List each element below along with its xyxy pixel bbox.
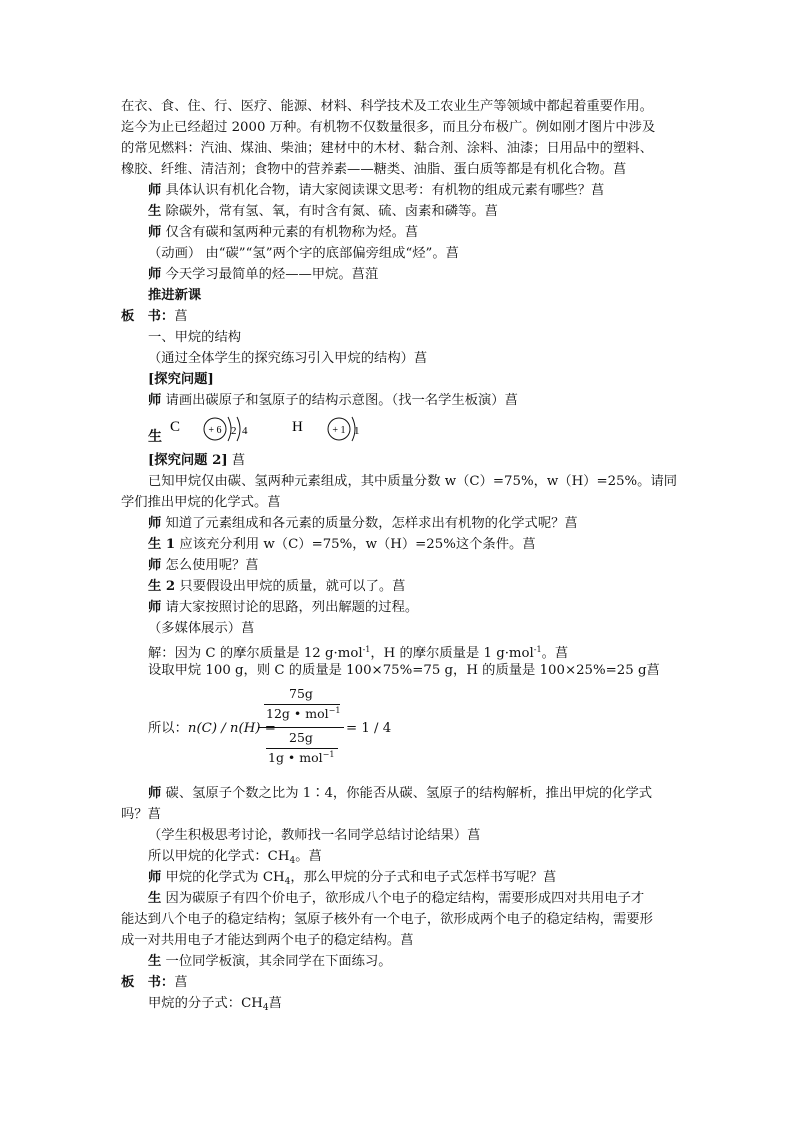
hydrogen-atom-diagram <box>288 413 378 443</box>
atom-symbol: C <box>170 419 181 435</box>
dialogue-text: 请大家按照讨论的思路，列出解题的过程。 <box>161 600 419 615</box>
blackboard-heading: 板 书：菖 <box>121 975 188 990</box>
electron-count: 2 <box>231 425 237 437</box>
dialogue-text: 今天学习最简单的烃——甲烷。菖菹 <box>161 267 379 282</box>
stage-note: （通过全体学生的探究练习引入甲烷的结构）菖 <box>148 351 428 366</box>
inquiry-label: [探究问题 2] 菖 <box>148 453 246 468</box>
dialogue-text: 仅含有碳和氢两种元素的有机物称为烃。菖 <box>161 225 419 240</box>
paragraph-line: 的常见燃料：汽油、煤油、柴油；建材中的木材、黏合剂、涂料、油漆；日用品中的塑料、 <box>121 141 653 156</box>
dialogue-text: 具体认识有机化合物，请大家阅读课文思考：有机物的组成元素有哪些？菖 <box>161 183 605 198</box>
speaker-label: 师 <box>148 267 162 282</box>
stage-note: （多媒体展示）菖 <box>148 621 255 636</box>
solution-line: 设取甲烷 100 g，则 C 的质量是 100×75%=75 g，H 的质量是 100×25%=25 g菖 <box>148 663 660 678</box>
nucleus-charge: + 6 <box>208 425 222 436</box>
formula-line: 所以甲烷的化学式：$CH_4$。菖 <box>148 849 322 866</box>
paragraph-line: 成一对共用电子才能达到两个电子的稳定结构。菖 <box>121 933 414 948</box>
dialogue-line <box>148 952 392 972</box>
dialogue-text: 一位同学板演，其余同学在下面练习。 <box>161 954 392 969</box>
carbon-atom-diagram <box>164 413 264 443</box>
speaker-label: 师 <box>148 516 162 531</box>
speaker-label: 师 <box>148 870 162 885</box>
numerator-top: 75g <box>289 686 313 701</box>
speaker-label: 生 2 <box>148 579 176 594</box>
speaker-label: 师 <box>148 393 162 408</box>
electron-count: 4 <box>242 425 248 437</box>
section-heading: 推进新课 <box>148 288 202 303</box>
denominator-top: 25g <box>289 730 313 745</box>
speaker-label: 师 <box>148 183 162 198</box>
dialogue-line <box>148 202 498 222</box>
dialogue-text: 应该充分利用 w（C）=75%，w（H）=25%这个条件。菖 <box>175 537 536 552</box>
stage-note: （学生积极思考讨论，教师找一名同学总结讨论结果）菖 <box>148 828 481 843</box>
dialogue-text: 碳、氢原子个数之比为 1∶4，你能否从碳、氢原子的结构解析，推出甲烷的化学式 <box>161 786 653 801</box>
speaker-label: 生 <box>148 429 162 445</box>
dialogue-text: 只要假设出甲烷的质量，就可以了。菖 <box>175 579 406 594</box>
dialogue-line: 师 甲烷的化学式为 $CH_4$，那么甲烷的分子式和电子式怎样书写呢？菖 <box>148 870 557 887</box>
paragraph-line: 学们推出甲烷的化学式。菖 <box>121 495 281 510</box>
electron-count: 1 <box>354 425 360 437</box>
dialogue-line <box>148 391 518 411</box>
subheading: 一、甲烷的结构 <box>148 330 242 345</box>
formula-line: 甲烷的分子式：$CH_4$菖 <box>148 996 282 1013</box>
formula-prefix: 所以：n(C) / n(H) = <box>148 721 276 736</box>
speaker-label: 师 <box>148 558 162 573</box>
dialogue-text: 知道了元素组成和各元素的质量分数，怎样求出有机物的化学式呢？菖 <box>161 516 578 531</box>
fraction-bar-inner <box>264 704 340 705</box>
denominator-bottom: 1g • mol$^{-1}$ <box>268 750 335 765</box>
paragraph-line: 在衣、食、住、行、医疗、能源、材料、科学技术及工农业生产等领域中都起着重要作用。 <box>121 99 653 114</box>
dialogue-line <box>148 784 652 804</box>
dialogue-text: 因为碳原子有四个价电子，欲形成八个电子的稳定结构，需要形成四对共用电子才 <box>161 891 645 906</box>
speaker-label: 师 <box>148 786 162 801</box>
dialogue-line <box>148 265 378 285</box>
dialogue-line <box>148 181 604 201</box>
numerator-bottom: 12g • mol$^{-1}$ <box>266 706 341 721</box>
fraction-bar-main <box>258 727 344 728</box>
speaker-label: 生 <box>148 891 162 906</box>
blackboard-heading: 板 书：菖 <box>121 309 188 324</box>
speaker-label: 师 <box>148 225 162 240</box>
speaker-label: 生 1 <box>148 537 176 552</box>
paragraph-line: 迄今为止已经超过 2000 万种。有机物不仅数量很多，而且分布极广。例如刚才图片中涉及 <box>121 120 656 135</box>
dialogue-text: 怎么使用呢？菖 <box>161 558 259 573</box>
solution-line: 解：因为 C 的摩尔质量是 12 g·mol$^{-1}$，H 的摩尔质量是 1 g·mol$^{-1}$。菖 <box>148 645 569 661</box>
fraction-bar-inner <box>266 748 338 749</box>
dialogue-line <box>148 223 418 243</box>
speaker-label: 师 <box>148 600 162 615</box>
dialogue-text: 请画出碳原子和氢原子的结构示意图。（找一名学生板演）菖 <box>161 393 518 408</box>
dialogue-text: 除碳外，常有氢、氧，有时含有氮、硫、卤素和磷等。菖 <box>161 204 498 219</box>
speaker-label: 生 <box>148 954 162 969</box>
dialogue-line <box>148 535 536 555</box>
electron-shell-2 <box>237 417 240 441</box>
dialogue-line <box>148 514 578 534</box>
dialogue-line <box>148 598 418 618</box>
dialogue-line <box>148 577 405 597</box>
paragraph-line: 橡胶、纤维、清洁剂；食物中的营养素——糖类、油脂、蛋白质等都是有机化合物。菖 <box>121 162 627 177</box>
stage-note: （动画） 由“碳”“氢”两个字的底部偏旁组成“烃”。菖 <box>148 246 459 261</box>
inquiry-label: [探究问题] <box>148 372 214 387</box>
dialogue-line <box>148 556 259 576</box>
paragraph-line: 能达到八个电子的稳定结构；氢原子核外有一个电子，欲形成两个电子的稳定结构，需要形 <box>121 912 653 927</box>
paragraph-line: 吗？菖 <box>121 807 161 822</box>
speaker-label: 生 <box>148 204 162 219</box>
formula-result: = 1 / 4 <box>346 721 392 736</box>
paragraph-line: 已知甲烷仅由碳、氢两种元素组成，其中质量分数 w（C）=75%，w（H）=25%。请同 <box>148 474 678 489</box>
atom-symbol: H <box>292 419 303 435</box>
dialogue-line <box>148 889 644 909</box>
nucleus-charge: + 1 <box>332 425 346 436</box>
